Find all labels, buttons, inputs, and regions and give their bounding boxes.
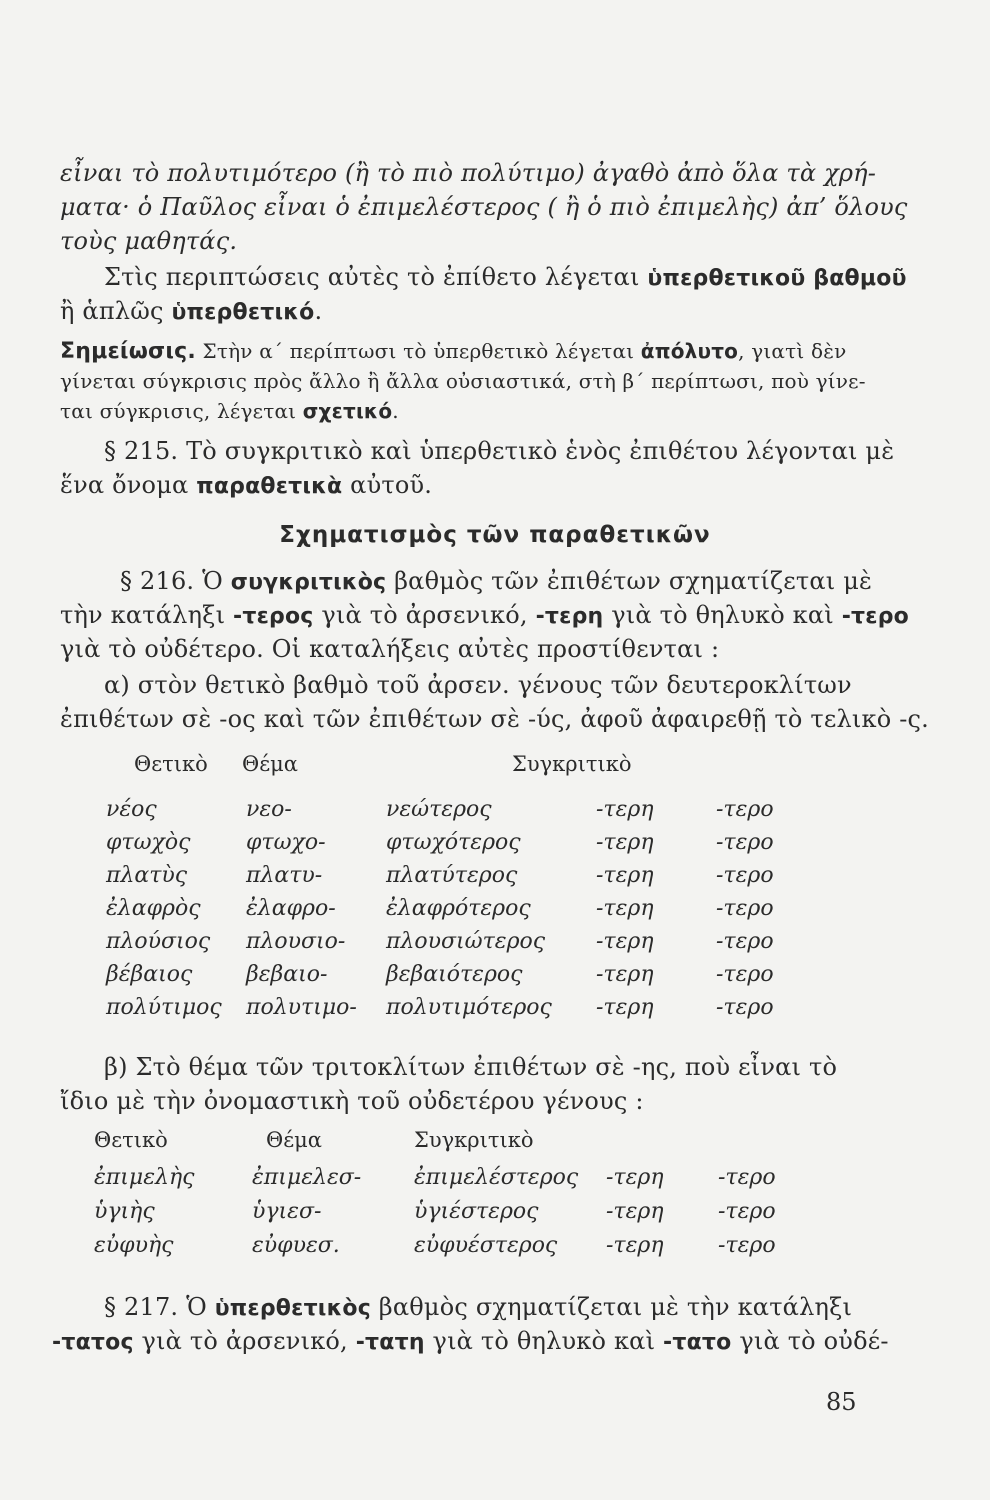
table2-r1-comparative: ὑγιέστερος (414, 1199, 539, 1224)
section-215-line-1: § 215. Τὸ συγκριτικὸ καὶ ὑπερθετικὸ ἑνὸς ἐπιθέτου λέγονται μὲ (104, 437, 895, 465)
ending-tero: -τερο (841, 604, 909, 629)
beta-line-1: β) Στὸ θέμα τῶν τριτοκλίτων ἐπιθέτων σὲ -ης, ποὺ εἶναι τὸ (104, 1053, 838, 1081)
table1-r1-positive: φτωχὸς (106, 830, 191, 855)
section-215-line-2 (60, 470, 930, 502)
section-216-line-2-text: τὴν κατάληξι (60, 601, 234, 629)
table1-r4-positive: πλούσιος (106, 929, 211, 954)
ending-teri: -τερη (535, 604, 604, 629)
table1-r1-neut: -τερο (716, 830, 774, 855)
note-line-3-end: . (392, 399, 399, 423)
table1-r2-fem: -τερη (596, 863, 654, 888)
table1-r4-stem: πλουσιο- (246, 929, 346, 954)
section-217-line-2 (52, 1326, 922, 1358)
table1-r6-comparative: πολυτιμότερος (386, 995, 552, 1020)
table1-r0-stem: νεο- (246, 797, 292, 822)
section-heading: Σχηματισμὸς τῶν παραθετικῶν (279, 522, 711, 548)
section-215-line-2-end: αὐτοῦ. (342, 471, 433, 499)
term-superlative: ὑπερθετικό (171, 300, 315, 325)
term-absolute: ἀπόλυτο (640, 339, 739, 363)
table2-r0-stem: ἐπιμελεσ- (252, 1165, 362, 1190)
table1-r0-fem: -τερη (596, 797, 654, 822)
section-217-line-1 (104, 1292, 974, 1324)
table2-r2-comparative: εὐφυέστερος (414, 1233, 558, 1258)
intro-line-2: ματα· ὁ Παῦλος εἶναι ὁ ἐπιμελέστερος ( ἢ ὁ πιὸ ἐπιμελὴς) ἀπ’ ὅλους (60, 193, 908, 221)
section-217-line-2-m2: γιὰ τὸ θηλυκὸ καὶ (424, 1327, 664, 1355)
table1-r5-positive: βέβαιος (106, 962, 193, 987)
note-label: Σημείωσις. (60, 339, 196, 364)
section-216-line-2-mid2: γιὰ τὸ θηλυκὸ καὶ (603, 601, 842, 629)
table1-r0-positive: νέος (106, 797, 157, 822)
term-comparative-forms: παραθετικὰ (196, 474, 343, 499)
table1-header-positive: Θετικὸ (134, 752, 208, 776)
section-217-line-1-text: § 217. Ὁ (104, 1293, 215, 1321)
table1-header-comparative: Συγκριτικὸ (512, 752, 632, 776)
table1-r5-comparative: βεβαιότερος (386, 962, 523, 987)
note-line-3-text: ται σύγκρισις, λέγεται (60, 399, 303, 423)
section-216-line-1-text: § 216. Ὁ (120, 567, 231, 595)
ending-teros: -τερος (233, 604, 314, 629)
table1-r1-comparative: φτωχότερος (386, 830, 521, 855)
intro-line-5-end: . (314, 297, 323, 325)
table1-r5-fem: -τερη (596, 962, 654, 987)
table2-r1-positive: ὑγιὴς (94, 1199, 155, 1224)
table2-r1-fem: -τερη (606, 1199, 664, 1224)
table2-header-positive: Θετικὸ (94, 1128, 168, 1152)
ending-tato: -τατο (663, 1330, 732, 1355)
table2-header-stem: Θέμα (266, 1128, 322, 1152)
table1-r6-positive: πολύτιμος (106, 995, 222, 1020)
table2-r0-fem: -τερη (606, 1165, 664, 1190)
table1-r6-stem: πολυτιμο- (246, 995, 357, 1020)
term-comparative: συγκριτικὸς (230, 570, 387, 595)
table1-r2-comparative: πλατύτερος (386, 863, 518, 888)
table1-r0-comparative: νεώτερος (386, 797, 492, 822)
table1-r4-neut: -τερο (716, 929, 774, 954)
table1-r6-neut: -τερο (716, 995, 774, 1020)
note-line-1-text: Στὴν α΄ περίπτωσι τὸ ὑπερθετικὸ λέγεται (195, 339, 641, 363)
note-line-2: γίνεται σύγκρισις πρὸς ἄλλο ἢ ἄλλα οὐσιαστικά, στὴ β΄ περίπτωσι, ποὺ γίνε- (60, 369, 866, 393)
table1-r2-positive: πλατὺς (106, 863, 188, 888)
section-216-line-1-end: βαθμὸς τῶν ἐπιθέτων σχηματίζεται μὲ (386, 567, 873, 595)
section-216-line-2-mid: γιὰ τὸ ἀρσενικό, (313, 601, 536, 629)
section-216-line-3: γιὰ τὸ οὐδέτερο. Οἱ καταλήξεις αὐτὲς προστίθενται : (60, 635, 720, 663)
intro-line-3: τοὺς μαθητάς. (60, 227, 238, 255)
table1-r4-fem: -τερη (596, 929, 654, 954)
table1-r0-neut: -τερο (716, 797, 774, 822)
table2-r2-fem: -τερη (606, 1233, 664, 1258)
table1-r3-neut: -τερο (716, 896, 774, 921)
table1-r1-stem: φτωχο- (246, 830, 326, 855)
table1-r5-stem: βεβαιο- (246, 962, 328, 987)
ending-tatos: -τατος (52, 1330, 134, 1355)
intro-line-4 (104, 262, 974, 294)
table1-r3-fem: -τερη (596, 896, 654, 921)
table1-r3-stem: ἐλαφρο- (246, 896, 336, 921)
beta-line-2: ἴδιο μὲ τὴν ὀνομαστικὴ τοῦ οὐδετέρου γένους : (60, 1087, 644, 1115)
table2-r0-neut: -τερο (718, 1165, 776, 1190)
section-216-line-1 (120, 566, 990, 598)
table2-r0-comparative: ἐπιμελέστερος (414, 1165, 579, 1190)
section-216-line-4: α) στὸν θετικὸ βαθμὸ τοῦ ἀρσεν. γένους τῶν δευτεροκλίτων (104, 671, 852, 699)
term-relative: σχετικό (302, 399, 393, 423)
section-215-line-2-text: ἕνα ὄνομα (60, 471, 197, 499)
table2-header-comparative: Συγκριτικὸ (414, 1128, 534, 1152)
intro-line-5 (60, 296, 930, 328)
term-superlative-degree-217: ὑπερθετικὸς (214, 1296, 371, 1321)
table2-r2-stem: εὐφυεσ. (252, 1233, 340, 1258)
intro-line-4-text: Στὶς περιπτώσεις αὐτὲς τὸ ἐπίθετο λέγεται (104, 263, 648, 291)
section-217-line-2-m1: γιὰ τὸ ἀρσενικό, (133, 1327, 356, 1355)
intro-line-5-text: ἢ ἁπλῶς (60, 297, 172, 325)
table1-r5-neut: -τερο (716, 962, 774, 987)
ending-tati: -τατη (355, 1330, 425, 1355)
table1-r4-comparative: πλουσιώτερος (386, 929, 546, 954)
table1-r6-fem: -τερη (596, 995, 654, 1020)
table2-r2-neut: -τερο (718, 1233, 776, 1258)
note-line-1 (60, 336, 930, 367)
table1-r2-stem: πλατυ- (246, 863, 323, 888)
page-number: 85 (826, 1388, 857, 1416)
table2-r1-stem: ὑγιεσ- (252, 1199, 322, 1224)
table1-r2-neut: -τερο (716, 863, 774, 888)
note-line-3 (60, 396, 930, 426)
table2-r2-positive: εὐφυὴς (94, 1233, 174, 1258)
section-216-line-2 (60, 600, 930, 632)
section-217-line-1-end: βαθμὸς σχηματίζεται μὲ τὴν κατάληξι (370, 1293, 853, 1321)
table2-r1-neut: -τερο (718, 1199, 776, 1224)
intro-line-1: εἶναι τὸ πολυτιμότερο (ἢ τὸ πιὸ πολύτιμο) ἀγαθὸ ἀπὸ ὅλα τὰ χρή- (60, 159, 877, 187)
section-216-line-5: ἐπιθέτων σὲ -ος καὶ τῶν ἐπιθέτων σὲ -ύς, ἀφοῦ ἀφαιρεθῇ τὸ τελικὸ -ς. (60, 705, 929, 733)
section-217-line-2-m3: γιὰ τὸ οὐδέ- (731, 1327, 889, 1355)
table2-r0-positive: ἐπιμελὴς (94, 1165, 195, 1190)
table1-r3-positive: ἐλαφρὸς (106, 896, 201, 921)
table1-r1-fem: -τερη (596, 830, 654, 855)
term-superlative-degree: ὑπερθετικοῦ βαθμοῦ (647, 266, 907, 291)
table1-header-stem: Θέμα (242, 752, 298, 776)
note-line-1-end: , γιατὶ δὲν (738, 339, 847, 363)
table1-r3-comparative: ἐλαφρότερος (386, 896, 531, 921)
